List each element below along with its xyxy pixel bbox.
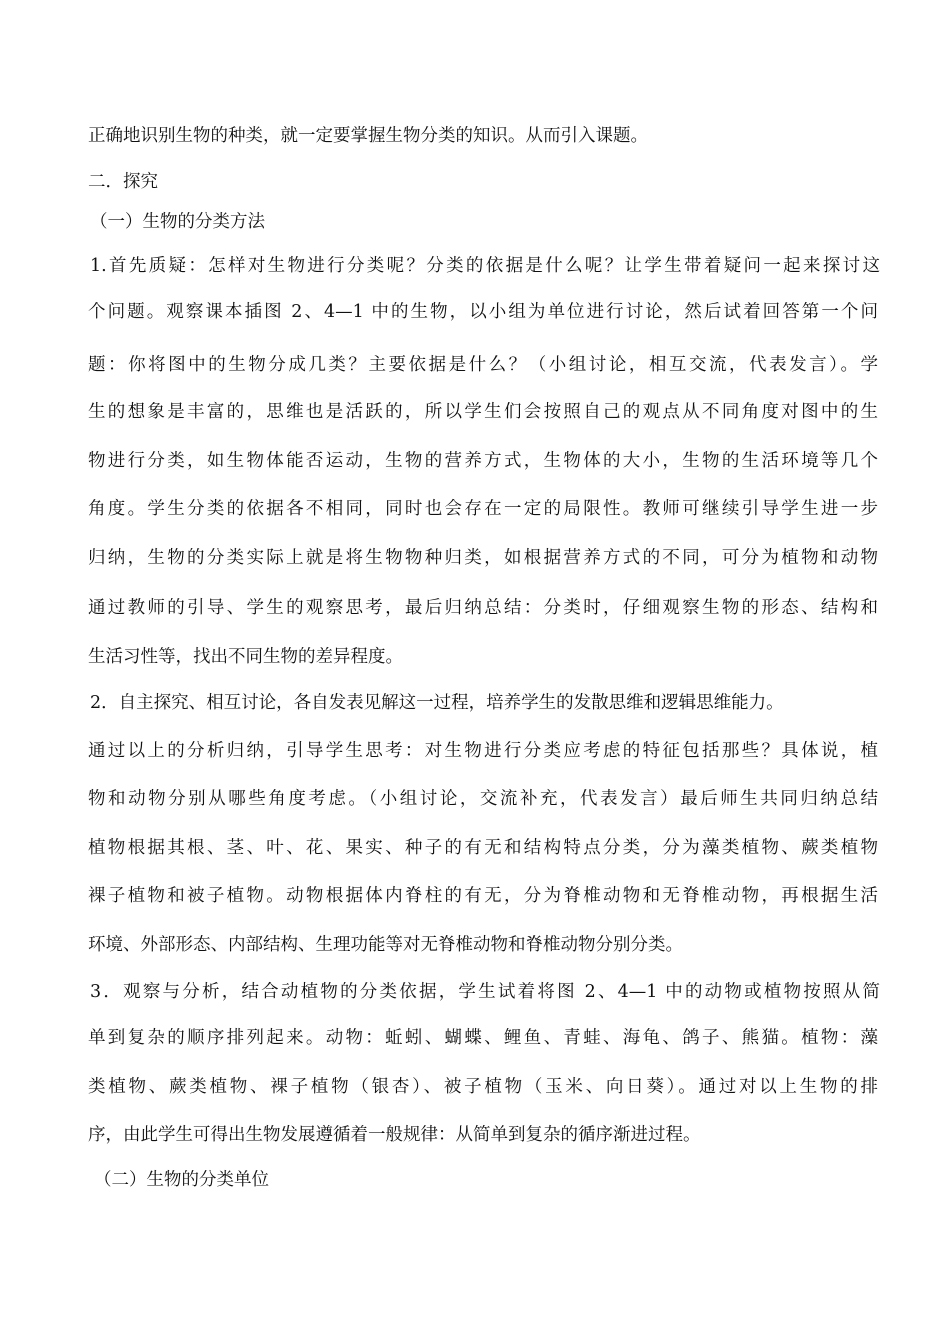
body-text-line: 单到复杂的顺序排列起来。动物：蚯蚓、蝴蝶、鲤鱼、青蛙、海龟、鸽子、熊猫。植物：藻 bbox=[88, 1028, 878, 1048]
body-text-line: 环境、外部形态、内部结构、生理功能等对无脊椎动物和脊椎动物分别分类。 bbox=[88, 935, 683, 955]
body-text-line: 生的想象是丰富的，思维也是活跃的，所以学生们会按照自己的观点从不同角度对图中的生 bbox=[88, 402, 878, 422]
body-text-line: 3．观察与分析，结合动植物的分类依据，学生试着将图 2、4—1 中的动物或植物按照从简 bbox=[90, 982, 880, 1002]
body-text-line: 生活习性等，找出不同生物的差异程度。 bbox=[88, 647, 403, 667]
body-text-line: 序，由此学生可得出生物发展遵循着一般规律：从简单到复杂的循序渐进过程。 bbox=[88, 1125, 701, 1145]
body-text-line: 归纳，生物的分类实际上就是将生物物种归类，如根据营养方式的不同，可分为植物和动物 bbox=[88, 548, 878, 568]
body-text-line: 个问题。观察课本插图 2、4—1 中的生物，以小组为单位进行讨论，然后试着回答第一个问 bbox=[88, 302, 878, 322]
body-text-line: 通过教师的引导、学生的观察思考，最后归纳总结：分类时，仔细观察生物的形态、结构和 bbox=[88, 598, 878, 618]
body-text-line: 1.首先质疑：怎样对生物进行分类呢？分类的依据是什么呢？让学生带着疑问一起来探讨这 bbox=[90, 256, 880, 276]
body-text-line: 裸子植物和被子植物。动物根据体内脊柱的有无，分为脊椎动物和无脊椎动物，再根据生活 bbox=[88, 886, 878, 906]
body-text-line: 物进行分类，如生物体能否运动，生物的营养方式，生物体的大小，生物的生活环境等几个 bbox=[88, 451, 878, 471]
subsection-heading-units: （二）生物的分类单位 bbox=[94, 1170, 269, 1190]
body-text-line: 正确地识别生物的种类，就一定要掌握生物分类的知识。从而引入课题。 bbox=[88, 126, 648, 146]
body-text-line: 植物根据其根、茎、叶、花、果实、种子的有无和结构特点分类，分为藻类植物、蕨类植物 bbox=[88, 838, 878, 858]
body-text-line: 角度。学生分类的依据各不相同，同时也会存在一定的局限性。教师可继续引导学生进一步 bbox=[88, 499, 878, 519]
section-heading-explore: 二．探究 bbox=[88, 172, 158, 192]
subsection-heading-methods: （一）生物的分类方法 bbox=[90, 212, 265, 232]
body-text-line: 题：你将图中的生物分成几类？主要依据是什么？（小组讨论，相互交流，代表发言）。学 bbox=[88, 355, 878, 375]
body-text-line: 通过以上的分析归纳，引导学生思考：对生物进行分类应考虑的特征包括那些？具体说，植 bbox=[88, 741, 878, 761]
body-text-line: 物和动物分别从哪些角度考虑。（小组讨论，交流补充，代表发言）最后师生共同归纳总结 bbox=[88, 789, 878, 809]
body-text-line: 类植物、蕨类植物、裸子植物（银杏）、被子植物（玉米、向日葵）。通过对以上生物的排 bbox=[88, 1077, 878, 1097]
body-text-line: 2．自主探究、相互讨论，各自发表见解这一过程，培养学生的发散思维和逻辑思维能力。 bbox=[90, 693, 784, 713]
